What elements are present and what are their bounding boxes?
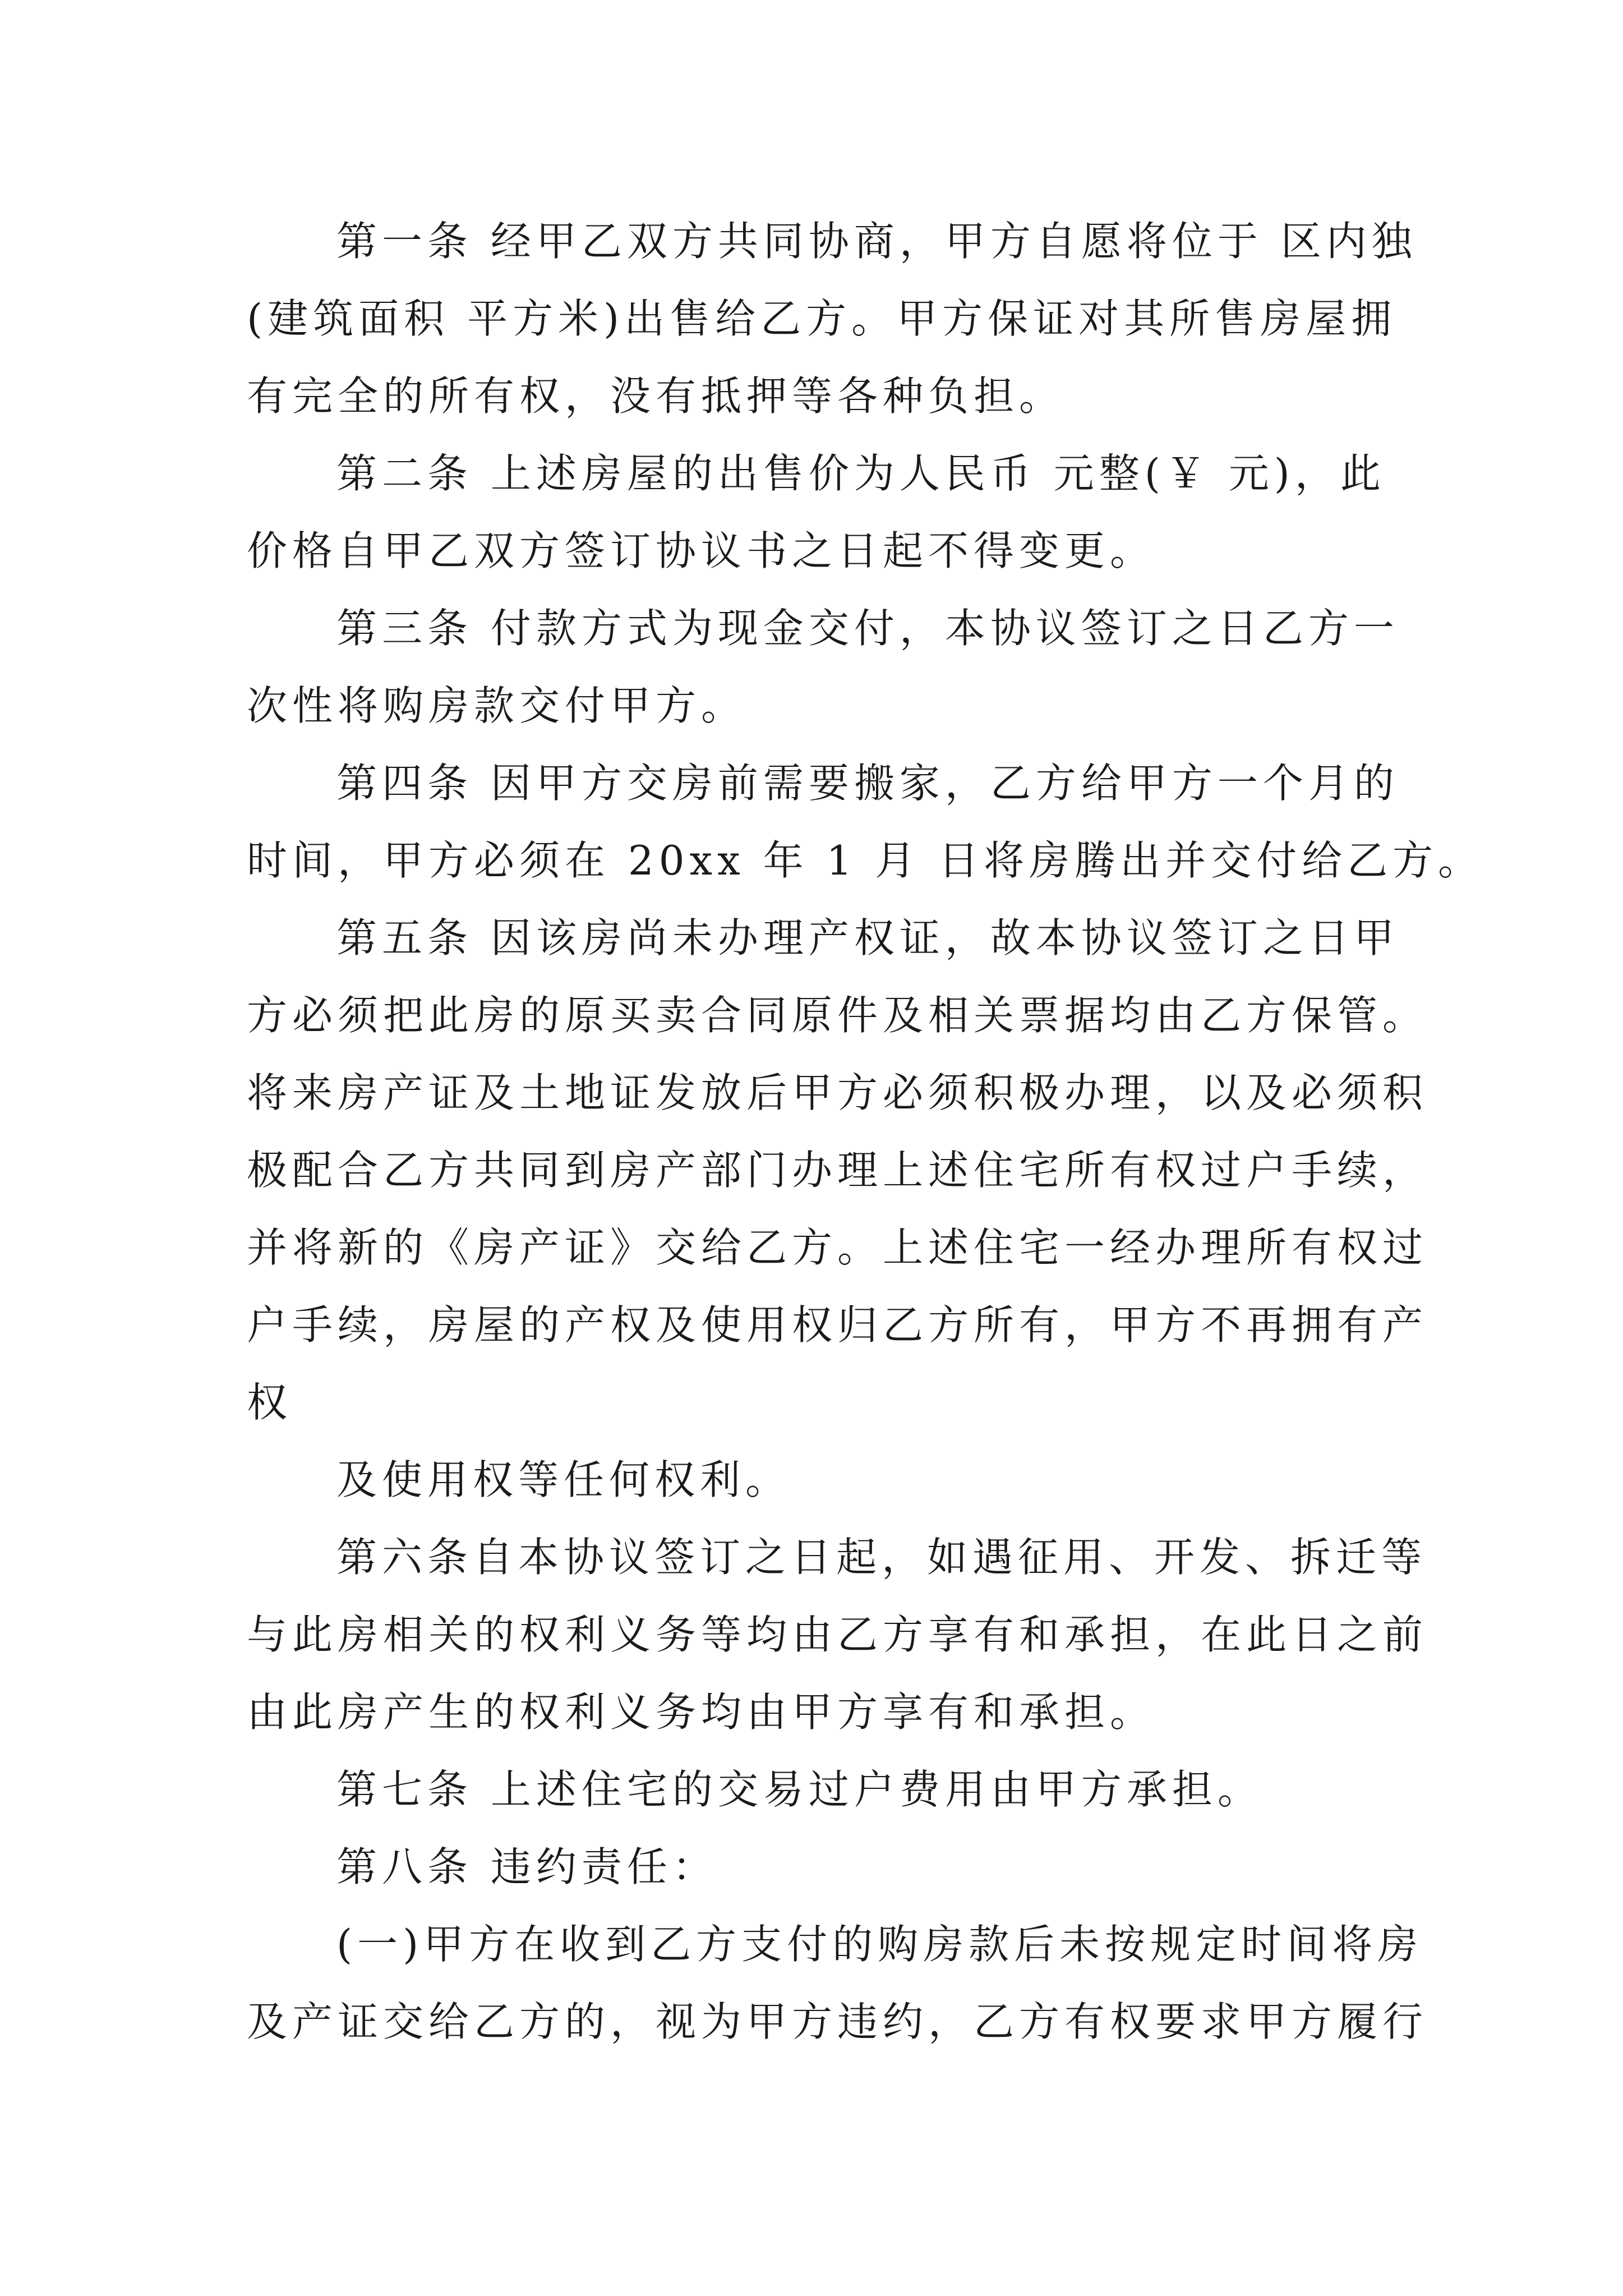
text-line: 及产证交给乙方的，视为甲方违约，乙方有权要求甲方履行 (247, 1998, 1428, 2045)
text-line: 将来房产证及土地证发放后甲方必须积极办理，以及必须积 (247, 1069, 1428, 1116)
text-line: 价格自甲乙双方签订协议书之日起不得变更。 (247, 527, 1156, 574)
text-line: 第四条 因甲方交房前需要搬家，乙方给甲方一个月的 (336, 760, 1399, 807)
text-line: 并将新的《房产证》交给乙方。上述住宅一经办理所有权过 (247, 1224, 1428, 1271)
text-line: 第八条 违约责任： (336, 1843, 718, 1890)
text-line: (建筑面积 平方米)出售给乙方。甲方保证对其所售房屋拥 (247, 295, 1397, 342)
text-line: 方必须把此房的原买卖合同原件及相关票据均由乙方保管。 (247, 992, 1428, 1039)
text-line: 第六条自本协议签订之日起，如遇征用、开发、拆迁等 (336, 1534, 1427, 1581)
text-line: 由此房产生的权利义务均由甲方享有和承担。 (247, 1688, 1156, 1736)
text-line: 权 (247, 1379, 293, 1426)
text-line: 及使用权等任何权利。 (336, 1456, 791, 1503)
text-line: (一)甲方在收到乙方支付的购房款后未按规定时间将房 (336, 1921, 1423, 1968)
text-line: 次性将购房款交付甲方。 (247, 682, 747, 729)
text-line: 第五条 因该房尚未办理产权证，故本协议签订之日甲 (336, 914, 1399, 961)
text-line: 有完全的所有权，没有抵押等各种负担。 (247, 372, 1065, 420)
text-line: 户手续，房屋的产权及使用权归乙方所有，甲方不再拥有产 (247, 1301, 1428, 1349)
text-line: 与此房相关的权利义务等均由乙方享有和承担，在此日之前 (247, 1611, 1428, 1658)
text-line: 极配合乙方共同到房产部门办理上述住宅所有权过户手续， (247, 1147, 1428, 1194)
text-line: 第一条 经甲乙双方共同协商，甲方自愿将位于 区内独 (336, 218, 1417, 265)
text-line: 第七条 上述住宅的交易过户费用由甲方承担。 (336, 1766, 1263, 1813)
text-line: 第三条 付款方式为现金交付，本协议签订之日乙方一 (336, 605, 1399, 652)
text-line: 时间，甲方必须在 20xx 年 1 月 日将房腾出并交付给乙方。 (247, 837, 1484, 884)
text-line: 第二条 上述房屋的出售价为人民币 元整(￥ 元)，此 (336, 450, 1386, 497)
